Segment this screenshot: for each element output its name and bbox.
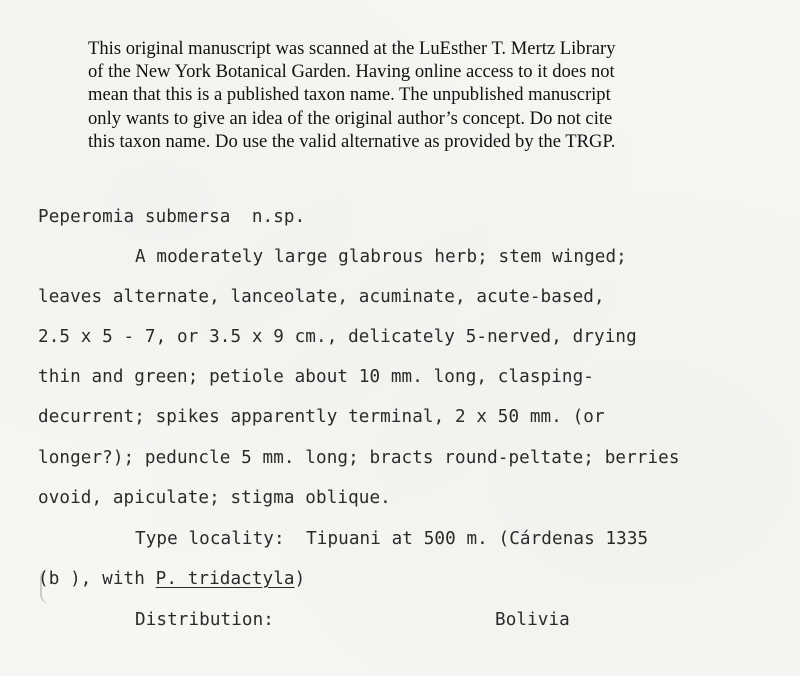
description-line: longer?); peduncle 5 mm. long; bracts round-peltate; berries [38, 448, 680, 468]
description-line: leaves alternate, lanceolate, acuminate, acute-based, [38, 287, 605, 307]
description-line: ovoid, apiculate; stigma oblique. [38, 488, 391, 508]
type-locality-suffix: ) [294, 569, 306, 589]
description-line: decurrent; spikes apparently terminal, 2 x 50 mm. (or [38, 407, 605, 427]
notice-line: This original manuscript was scanned at the LuEsther T. Mertz Library [88, 38, 616, 59]
type-locality-prefix: (b ), with [38, 569, 156, 589]
notice-line: only wants to give an idea of the original author’s concept. Do not cite [88, 107, 613, 129]
notice-line: this taxon name. Do use the valid alternative as provided by the TRGP. [88, 130, 616, 152]
pencil-bracket-mark [40, 568, 86, 604]
description-line: thin and green; petiole about 10 mm. long, clasping- [38, 367, 595, 387]
description-line: 2.5 x 5 - 7, or 3.5 x 9 cm., delicately 5-nerved, drying [38, 327, 637, 347]
type-locality-line: Type locality: Tipuani at 500 m. (Cárdenas 1335 [135, 529, 649, 549]
associated-species: P. tridactyla [155, 569, 295, 589]
notice-line: of the New York Botanical Garden. Having online access to it does not [88, 61, 615, 83]
description-line: A moderately large glabrous herb; stem winged; [135, 247, 627, 267]
notice-line: mean that this is a published taxon name. The unpublished manuscript [88, 84, 611, 106]
species-title: Peperomia submersa n.sp. [38, 207, 306, 227]
distribution-label: Distribution: [135, 610, 275, 630]
distribution-value: Bolivia [495, 610, 570, 630]
